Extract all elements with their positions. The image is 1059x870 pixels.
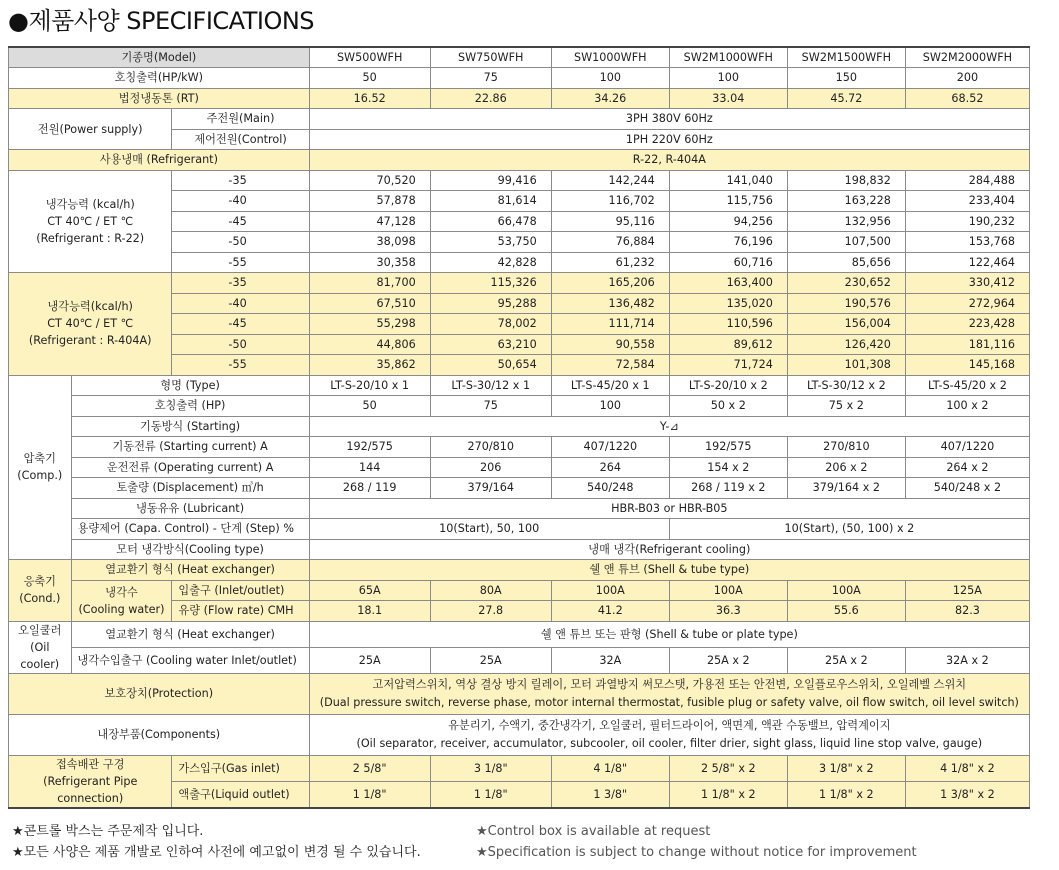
value-cell: 81,614	[430, 191, 551, 212]
et-cell: -45	[172, 314, 309, 335]
value-cell: 379/164	[430, 478, 551, 499]
note-line: ★모든 사양은 제품 개발로 인하여 사전에 예고없이 변경 될 수 있습니다.	[12, 844, 421, 860]
value-cell: 125A	[905, 580, 1029, 601]
value-cell: 100A	[551, 580, 669, 601]
model-cell: SW1000WFH	[551, 47, 669, 68]
value-cell: 4 1/8" x 2	[905, 755, 1029, 781]
value-cell: 3 1/8"	[430, 755, 551, 781]
value-cell: 100	[551, 68, 669, 89]
value-cell: 330,412	[905, 273, 1029, 294]
pipe-label-line: 접속배관 구경	[56, 757, 125, 771]
value-cell: 34.26	[551, 88, 669, 109]
protection-line: 고저압력스위치, 역상 결상 방지 릴레이, 모터 과열방지 써모스탯, 가용전 또는 안전변, 오일플로우스위치, 오일레벨 스위치	[372, 677, 967, 691]
value-cell: 181,116	[905, 334, 1029, 355]
comp-starting-current-label: 기동전류 (Starting current) A	[71, 437, 309, 458]
value-cell: 32A	[551, 647, 669, 673]
power-main-row	[9, 109, 1030, 130]
page-title: ●제품사양 SPECIFICATIONS	[8, 7, 315, 35]
et-cell: -55	[172, 252, 309, 273]
cond-group-label	[9, 560, 72, 622]
oil-group-line: 오일쿨러	[18, 623, 62, 637]
value-cell: 100	[551, 396, 669, 417]
value-cell: 45.72	[787, 88, 905, 109]
cond-flow-label: 유량 (Flow rate) CMH	[172, 601, 309, 622]
pipe-gas-label: 가스입구(Gas inlet)	[172, 755, 309, 781]
value-cell: 190,232	[905, 211, 1029, 232]
value-cell: 198,832	[787, 170, 905, 191]
comp-type-row	[9, 375, 1030, 396]
value-cell: 190,576	[787, 293, 905, 314]
comp-lubricant-label: 냉동유유 (Lubricant)	[71, 498, 309, 519]
model-cell: SW750WFH	[430, 47, 551, 68]
value-cell: 72,584	[551, 355, 669, 376]
value-cell: 122,464	[905, 252, 1029, 273]
value-cell: 99,416	[430, 170, 551, 191]
value-cell: 233,404	[905, 191, 1029, 212]
power-main-value: 3PH 380V 60Hz	[309, 109, 1029, 130]
value-cell: 63,210	[430, 334, 551, 355]
notes-korean	[12, 822, 421, 863]
cond-inlet-row	[9, 580, 1030, 601]
value-cell: 272,964	[905, 293, 1029, 314]
value-cell: 50	[309, 68, 430, 89]
comp-capa-label: 용량제어 (Capa. Control) - 단계 (Step) %	[71, 519, 309, 540]
comp-capa-single: 10(Start), 50, 100	[309, 519, 669, 540]
spec-table	[8, 46, 1030, 809]
value-cell: 75	[430, 396, 551, 417]
cap-r404a-row	[9, 273, 1030, 294]
pipe-gas-row	[9, 755, 1030, 781]
oil-hx-value: 쉘 앤 튜브 또는 판형 (Shell & tube or plate type)	[309, 621, 1029, 647]
value-cell: 284,488	[905, 170, 1029, 191]
hp-kw-label: 호칭출력(HP/kW)	[9, 68, 310, 89]
et-cell: -35	[172, 273, 309, 294]
et-cell: -35	[172, 170, 309, 191]
comp-starting-current-row	[9, 437, 1030, 458]
cond-inlet-label: 입출구 (Inlet/outlet)	[172, 580, 309, 601]
comp-cooling-label: 모터 냉각방식(Cooling type)	[71, 539, 309, 560]
value-cell: 136,482	[551, 293, 669, 314]
value-cell: 78,002	[430, 314, 551, 335]
components-value	[309, 714, 1029, 755]
value-cell: 268 / 119	[309, 478, 430, 499]
et-cell: -50	[172, 334, 309, 355]
value-cell: 1 1/8"	[309, 781, 430, 807]
value-cell: 192/575	[669, 437, 787, 458]
cond-group-line: (Cond.)	[19, 592, 61, 606]
value-cell: 270/810	[430, 437, 551, 458]
value-cell: 144	[309, 457, 430, 478]
model-cell: SW500WFH	[309, 47, 430, 68]
comp-capa-row	[9, 519, 1030, 540]
value-cell: 407/1220	[905, 437, 1029, 458]
value-cell: 22.86	[430, 88, 551, 109]
value-cell: 76,884	[551, 232, 669, 253]
cond-water-line: 냉각수	[105, 585, 138, 599]
value-cell: 1 1/8" x 2	[787, 781, 905, 807]
value-cell: 94,256	[669, 211, 787, 232]
value-cell: 60,716	[669, 252, 787, 273]
value-cell: 25A x 2	[787, 647, 905, 673]
comp-group-label	[9, 375, 72, 560]
model-cell: SW2M1500WFH	[787, 47, 905, 68]
value-cell: 36.3	[669, 601, 787, 622]
value-cell: 81,700	[309, 273, 430, 294]
value-cell: 75	[430, 68, 551, 89]
refrigerant-row	[9, 150, 1030, 171]
cond-hx-row	[9, 560, 1030, 581]
cap-r22-label	[9, 170, 172, 273]
value-cell: 70,520	[309, 170, 430, 191]
value-cell: 27.8	[430, 601, 551, 622]
value-cell: 32A x 2	[905, 647, 1029, 673]
rt-label: 법정냉동톤 (RT)	[9, 88, 310, 109]
comp-displacement-label: 토출량 (Displacement) ㎥/h	[71, 478, 309, 499]
cond-hx-value: 쉘 앤 튜브 (Shell & tube type)	[309, 560, 1029, 581]
value-cell: 132,956	[787, 211, 905, 232]
value-cell: 3 1/8" x 2	[787, 755, 905, 781]
value-cell: 35,862	[309, 355, 430, 376]
note-line: ★콘트롤 박스는 주문제작 입니다.	[12, 824, 204, 839]
note-line: ★Control box is available at request	[476, 824, 711, 839]
comp-group-line: (Comp.)	[17, 469, 63, 483]
comp-hp-row	[9, 396, 1030, 417]
value-cell: 206 x 2	[787, 457, 905, 478]
value-cell: 126,420	[787, 334, 905, 355]
value-cell: LT-S-20/10 x 2	[669, 375, 787, 396]
value-cell: 16.52	[309, 88, 430, 109]
refrigerant-label: 사용냉매 (Refrigerant)	[9, 150, 310, 171]
components-row	[9, 714, 1030, 755]
value-cell: 89,612	[669, 334, 787, 355]
model-label: 기종명(Model)	[9, 47, 310, 68]
value-cell: 145,168	[905, 355, 1029, 376]
comp-starting-value: Y-⊿	[309, 416, 1029, 437]
cap-r404a-label-line: 냉각능력(kcal/h)	[47, 300, 133, 314]
components-line: (Oil separator, receiver, accumulator, subcooler, oil cooler, filter drier, sight glass, liquid line stop valve, gauge)	[356, 736, 983, 750]
value-cell: 100A	[669, 580, 787, 601]
et-cell: -45	[172, 211, 309, 232]
value-cell: 1 3/8" x 2	[905, 781, 1029, 807]
model-row	[9, 47, 1030, 68]
components-label: 내장부품(Components)	[9, 714, 310, 755]
value-cell: 264 x 2	[905, 457, 1029, 478]
value-cell: 50,654	[430, 355, 551, 376]
value-cell: LT-S-30/12 x 1	[430, 375, 551, 396]
comp-hp-label: 호칭출력 (HP)	[71, 396, 309, 417]
et-cell: -50	[172, 232, 309, 253]
value-cell: 154 x 2	[669, 457, 787, 478]
components-line: 유분리기, 수액기, 중간냉각기, 오일쿨러, 필터드라이어, 액면계, 액관 수동밸브, 압력계이지	[448, 718, 891, 732]
oil-water-row	[9, 647, 1030, 673]
comp-capa-dual: 10(Start), (50, 100) x 2	[669, 519, 1029, 540]
value-cell: 55,298	[309, 314, 430, 335]
value-cell: 44,806	[309, 334, 430, 355]
comp-type-label: 형명 (Type)	[71, 375, 309, 396]
value-cell: 407/1220	[551, 437, 669, 458]
value-cell: 38,098	[309, 232, 430, 253]
value-cell: 270/810	[787, 437, 905, 458]
refrigerant-value: R-22, R-404A	[309, 150, 1029, 171]
value-cell: 156,004	[787, 314, 905, 335]
value-cell: 540/248	[551, 478, 669, 499]
oil-hx-label: 열교환기 형식 (Heat exchanger)	[71, 621, 309, 647]
value-cell: 41.2	[551, 601, 669, 622]
comp-lubricant-row	[9, 498, 1030, 519]
value-cell: 95,288	[430, 293, 551, 314]
value-cell: 25A x 2	[669, 647, 787, 673]
cond-hx-label: 열교환기 형식 (Heat exchanger)	[71, 560, 309, 581]
protection-row	[9, 673, 1030, 714]
value-cell: 264	[551, 457, 669, 478]
oil-group-label	[9, 621, 72, 673]
power-main-label: 주전원(Main)	[172, 109, 309, 130]
value-cell: 90,558	[551, 334, 669, 355]
value-cell: 192/575	[309, 437, 430, 458]
value-cell: 141,040	[669, 170, 787, 191]
oil-hx-row	[9, 621, 1030, 647]
value-cell: 230,652	[787, 273, 905, 294]
value-cell: 142,244	[551, 170, 669, 191]
value-cell: 110,596	[669, 314, 787, 335]
value-cell: 111,714	[551, 314, 669, 335]
value-cell: LT-S-30/12 x 2	[787, 375, 905, 396]
cap-r22-label-line: (Refrigerant : R-22)	[36, 231, 145, 245]
oil-water-label: 냉각수입출구 (Cooling water Inlet/outlet)	[71, 647, 309, 673]
comp-cooling-row	[9, 539, 1030, 560]
power-control-label: 제어전원(Control)	[172, 129, 309, 150]
comp-cooling-value: 냉매 냉각(Refrigerant cooling)	[309, 539, 1029, 560]
value-cell: 95,116	[551, 211, 669, 232]
value-cell: 153,768	[905, 232, 1029, 253]
value-cell: 4 1/8"	[551, 755, 669, 781]
value-cell: 1 1/8"	[430, 781, 551, 807]
value-cell: 115,326	[430, 273, 551, 294]
value-cell: 30,358	[309, 252, 430, 273]
value-cell: 50 x 2	[669, 396, 787, 417]
cond-group-line: 응축기	[23, 575, 56, 589]
value-cell: 71,724	[669, 355, 787, 376]
notes-english	[476, 822, 917, 863]
value-cell: 107,500	[787, 232, 905, 253]
protection-line: (Dual pressure switch, reverse phase, motor internal thermostat, fusible plug or safety valve, oil flow switch, oil level switch)	[319, 695, 1019, 709]
cap-r22-label-line: 냉각능력 (kcal/h)	[45, 197, 135, 211]
value-cell: 67,510	[309, 293, 430, 314]
comp-starting-row	[9, 416, 1030, 437]
value-cell: 206	[430, 457, 551, 478]
value-cell: 66,478	[430, 211, 551, 232]
cap-r404a-label-line: (Refrigerant : R-404A)	[28, 334, 152, 348]
value-cell: 268 / 119 x 2	[669, 478, 787, 499]
value-cell: 68.52	[905, 88, 1029, 109]
protection-label: 보호장치(Protection)	[9, 673, 310, 714]
pipe-label-line: (Refrigerant Pipe connection)	[43, 774, 138, 805]
hp-kw-row	[9, 68, 1030, 89]
value-cell: 115,756	[669, 191, 787, 212]
comp-displacement-row	[9, 478, 1030, 499]
model-cell: SW2M2000WFH	[905, 47, 1029, 68]
protection-value	[309, 673, 1029, 714]
value-cell: 82.3	[905, 601, 1029, 622]
value-cell: 150	[787, 68, 905, 89]
value-cell: 50	[309, 396, 430, 417]
value-cell: 80A	[430, 580, 551, 601]
value-cell: 75 x 2	[787, 396, 905, 417]
value-cell: 42,828	[430, 252, 551, 273]
value-cell: 379/164 x 2	[787, 478, 905, 499]
value-cell: LT-S-45/20 x 2	[905, 375, 1029, 396]
power-control-value: 1PH 220V 60Hz	[309, 129, 1029, 150]
value-cell: 57,878	[309, 191, 430, 212]
value-cell: 18.1	[309, 601, 430, 622]
value-cell: 47,128	[309, 211, 430, 232]
cap-r22-label-line: CT 40℃ / ET ℃	[47, 214, 134, 228]
value-cell: 100 x 2	[905, 396, 1029, 417]
power-label: 전원(Power supply)	[9, 109, 172, 150]
value-cell: 165,206	[551, 273, 669, 294]
value-cell: 101,308	[787, 355, 905, 376]
value-cell: 53,750	[430, 232, 551, 253]
value-cell: 2 5/8"	[309, 755, 430, 781]
note-line: ★Specification is subject to change without notice for improvement	[476, 844, 917, 860]
oil-group-line: (Oil cooler)	[20, 640, 60, 671]
value-cell: 100	[669, 68, 787, 89]
value-cell: 163,228	[787, 191, 905, 212]
value-cell: 55.6	[787, 601, 905, 622]
rt-row	[9, 88, 1030, 109]
value-cell: 135,020	[669, 293, 787, 314]
comp-operating-current-label: 운전전류 (Operating current) A	[71, 457, 309, 478]
pipe-liquid-label: 액출구(Liquid outlet)	[172, 781, 309, 807]
model-cell: SW2M1000WFH	[669, 47, 787, 68]
et-cell: -40	[172, 191, 309, 212]
value-cell: LT-S-20/10 x 1	[309, 375, 430, 396]
value-cell: 25A	[430, 647, 551, 673]
value-cell: 25A	[309, 647, 430, 673]
value-cell: 116,702	[551, 191, 669, 212]
et-cell: -40	[172, 293, 309, 314]
cond-water-label	[71, 580, 172, 621]
value-cell: 163,400	[669, 273, 787, 294]
value-cell: 61,232	[551, 252, 669, 273]
cap-r404a-label-line: CT 40℃ / ET ℃	[47, 317, 134, 331]
cap-r404a-label	[9, 273, 172, 376]
value-cell: 65A	[309, 580, 430, 601]
value-cell: 2 5/8" x 2	[669, 755, 787, 781]
comp-group-line: 압축기	[23, 452, 56, 466]
value-cell: 85,656	[787, 252, 905, 273]
value-cell: 76,196	[669, 232, 787, 253]
value-cell: 540/248 x 2	[905, 478, 1029, 499]
comp-starting-label: 기동방식 (Starting)	[71, 416, 309, 437]
cond-water-line: (Cooling water)	[78, 602, 165, 616]
value-cell: 1 1/8" x 2	[669, 781, 787, 807]
value-cell: 200	[905, 68, 1029, 89]
value-cell: 223,428	[905, 314, 1029, 335]
cap-r22-row	[9, 170, 1030, 191]
comp-operating-current-row	[9, 457, 1030, 478]
comp-lubricant-value: HBR-B03 or HBR-B05	[309, 498, 1029, 519]
value-cell: 100A	[787, 580, 905, 601]
value-cell: 1 3/8"	[551, 781, 669, 807]
et-cell: -55	[172, 355, 309, 376]
value-cell: LT-S-45/20 x 1	[551, 375, 669, 396]
value-cell: 33.04	[669, 88, 787, 109]
pipe-label	[9, 755, 172, 808]
